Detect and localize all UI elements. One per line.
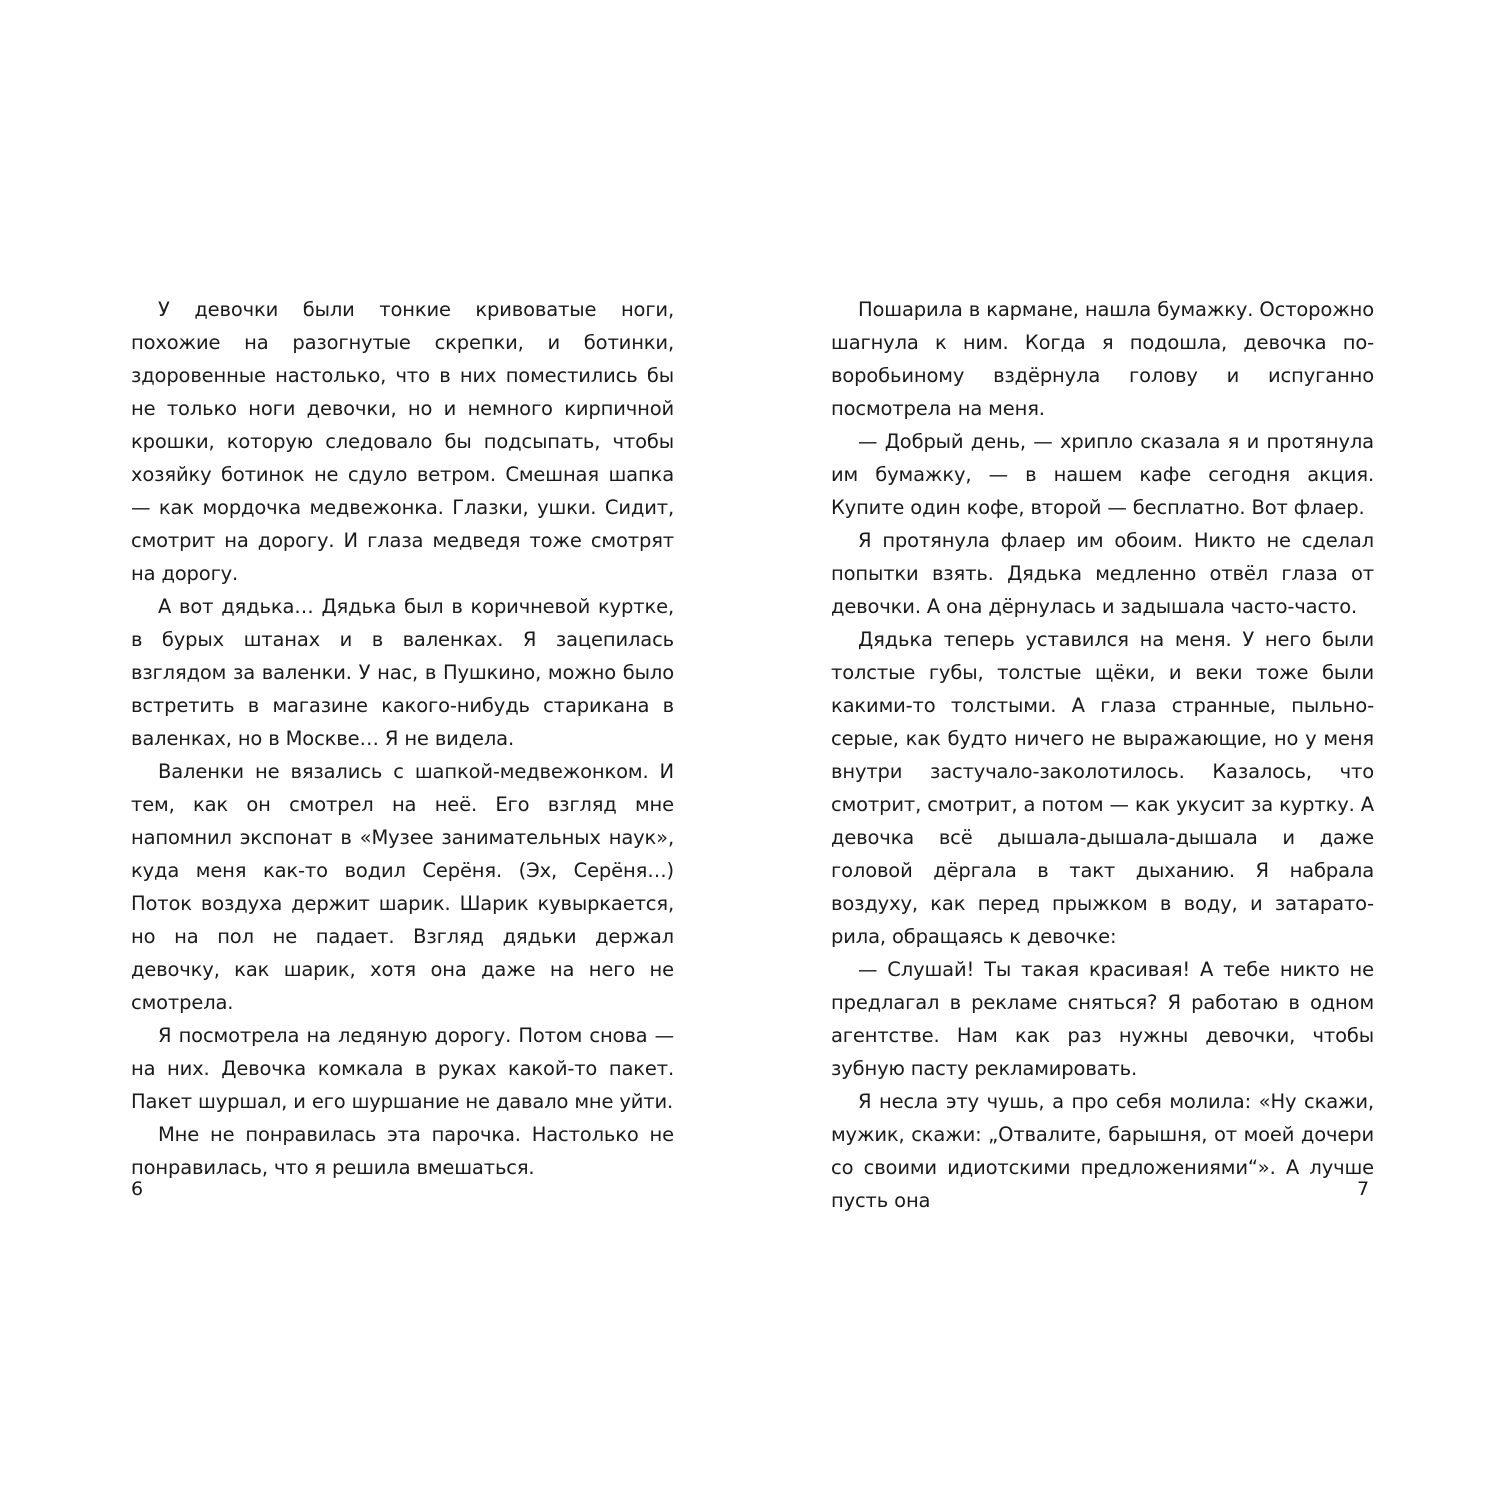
paragraph: Валенки не вязались с шапкой-медвежонком. И тем, как он смотрел на неё. Его взгляд мне напомнил экспонат в «Музее занимательных наук», куда меня как-то водил Серёня. (Эх, Серёня…) Поток воздуха держит шарик. Шарик кувыркается, но на пол не падает. Взгляд дядьки держал девочку, как шарик, хотя она даже на него не смотрела. (131, 760, 674, 1014)
paragraph: У девочки были тонкие кривоватые ноги, похожие на разогнутые скрепки, и ботинки, здоровенные настолько, что в них поместились бы не только ноги девочки, но и немного кирпичной крошки, которую следовало бы подсыпать, чтобы хозяйку ботинок не сдуло ветром. Смешная шапка — как мордочка медвежонка. Глазки, ушки. Сидит, смотрит на дорогу. И глаза медведя тоже смотрят на дорогу. (131, 298, 674, 585)
right-page-text (831, 293, 1374, 1217)
paragraph: Я протянула флаер им обоим. Никто не сделал попытки взять. Дядька медленно отвёл глаза от девочки. А она дёрнулась и задышала часто-часто. (831, 529, 1374, 618)
paragraph: Дядька теперь уставился на меня. У него были толстые губы, толстые щёки, и веки тоже были какими-то толстыми. А глаза странные, пыльно-серые, как будто ничего не выражающие, но у меня внутри застучало-заколотилось. Казалось, что смотрит, смотрит, а потом — как укусит за куртку. А девочка всё дышала-дышала-дышала и даже головой дёргала в такт дыханию. Я набрала воздуху, как перед прыжком в воду, и затараторила, обращаясь к девочке: (831, 628, 1374, 948)
right-page-number: 7 (1357, 1178, 1370, 1200)
paragraph: — Добрый день, — хрипло сказала я и протянула им бумажку, — в нашем кафе сегодня акция. Купите один кофе, второй — бесплатно. Вот флаер. (831, 430, 1374, 519)
left-page-number: 6 (131, 1178, 144, 1200)
left-page-text (131, 293, 674, 1184)
paragraph: Мне не понравилась эта парочка. Настолько не понравилась, что я решила вмешаться. (131, 1123, 674, 1179)
paragraph: Пошарила в кармане, нашла бумажку. Осторожно шагнула к ним. Когда я подошла, девочка по-воробьиному вздёрнула голову и испуганно посмотрела на меня. (831, 298, 1374, 420)
paragraph: Я несла эту чушь, а про себя молила: «Ну скажи, мужик, скажи: „Отвалите, барышня, от моей дочери со своими идиотскими предложениями“». А лучше пусть она (831, 1090, 1374, 1212)
paragraph: Я посмотрела на ледяную дорогу. Потом снова — на них. Девочка комкала в руках какой-то пакет. Пакет шуршал, и его шуршание не давало мне уйти. (131, 1024, 674, 1113)
paragraph: — Слушай! Ты такая красивая! А тебе никто не предлагал в рекламе сняться? Я работаю в одном агентстве. Нам как раз нужны девочки, чтобы зубную пасту рекламировать. (831, 958, 1374, 1080)
paragraph: А вот дядька… Дядька был в коричневой куртке, в бурых штанах и в валенках. Я зацепилась взглядом за валенки. У нас, в Пушкино, можно было встретить в магазине какого-нибудь старикана в валенках, но в Москве… Я не видела. (131, 595, 674, 750)
